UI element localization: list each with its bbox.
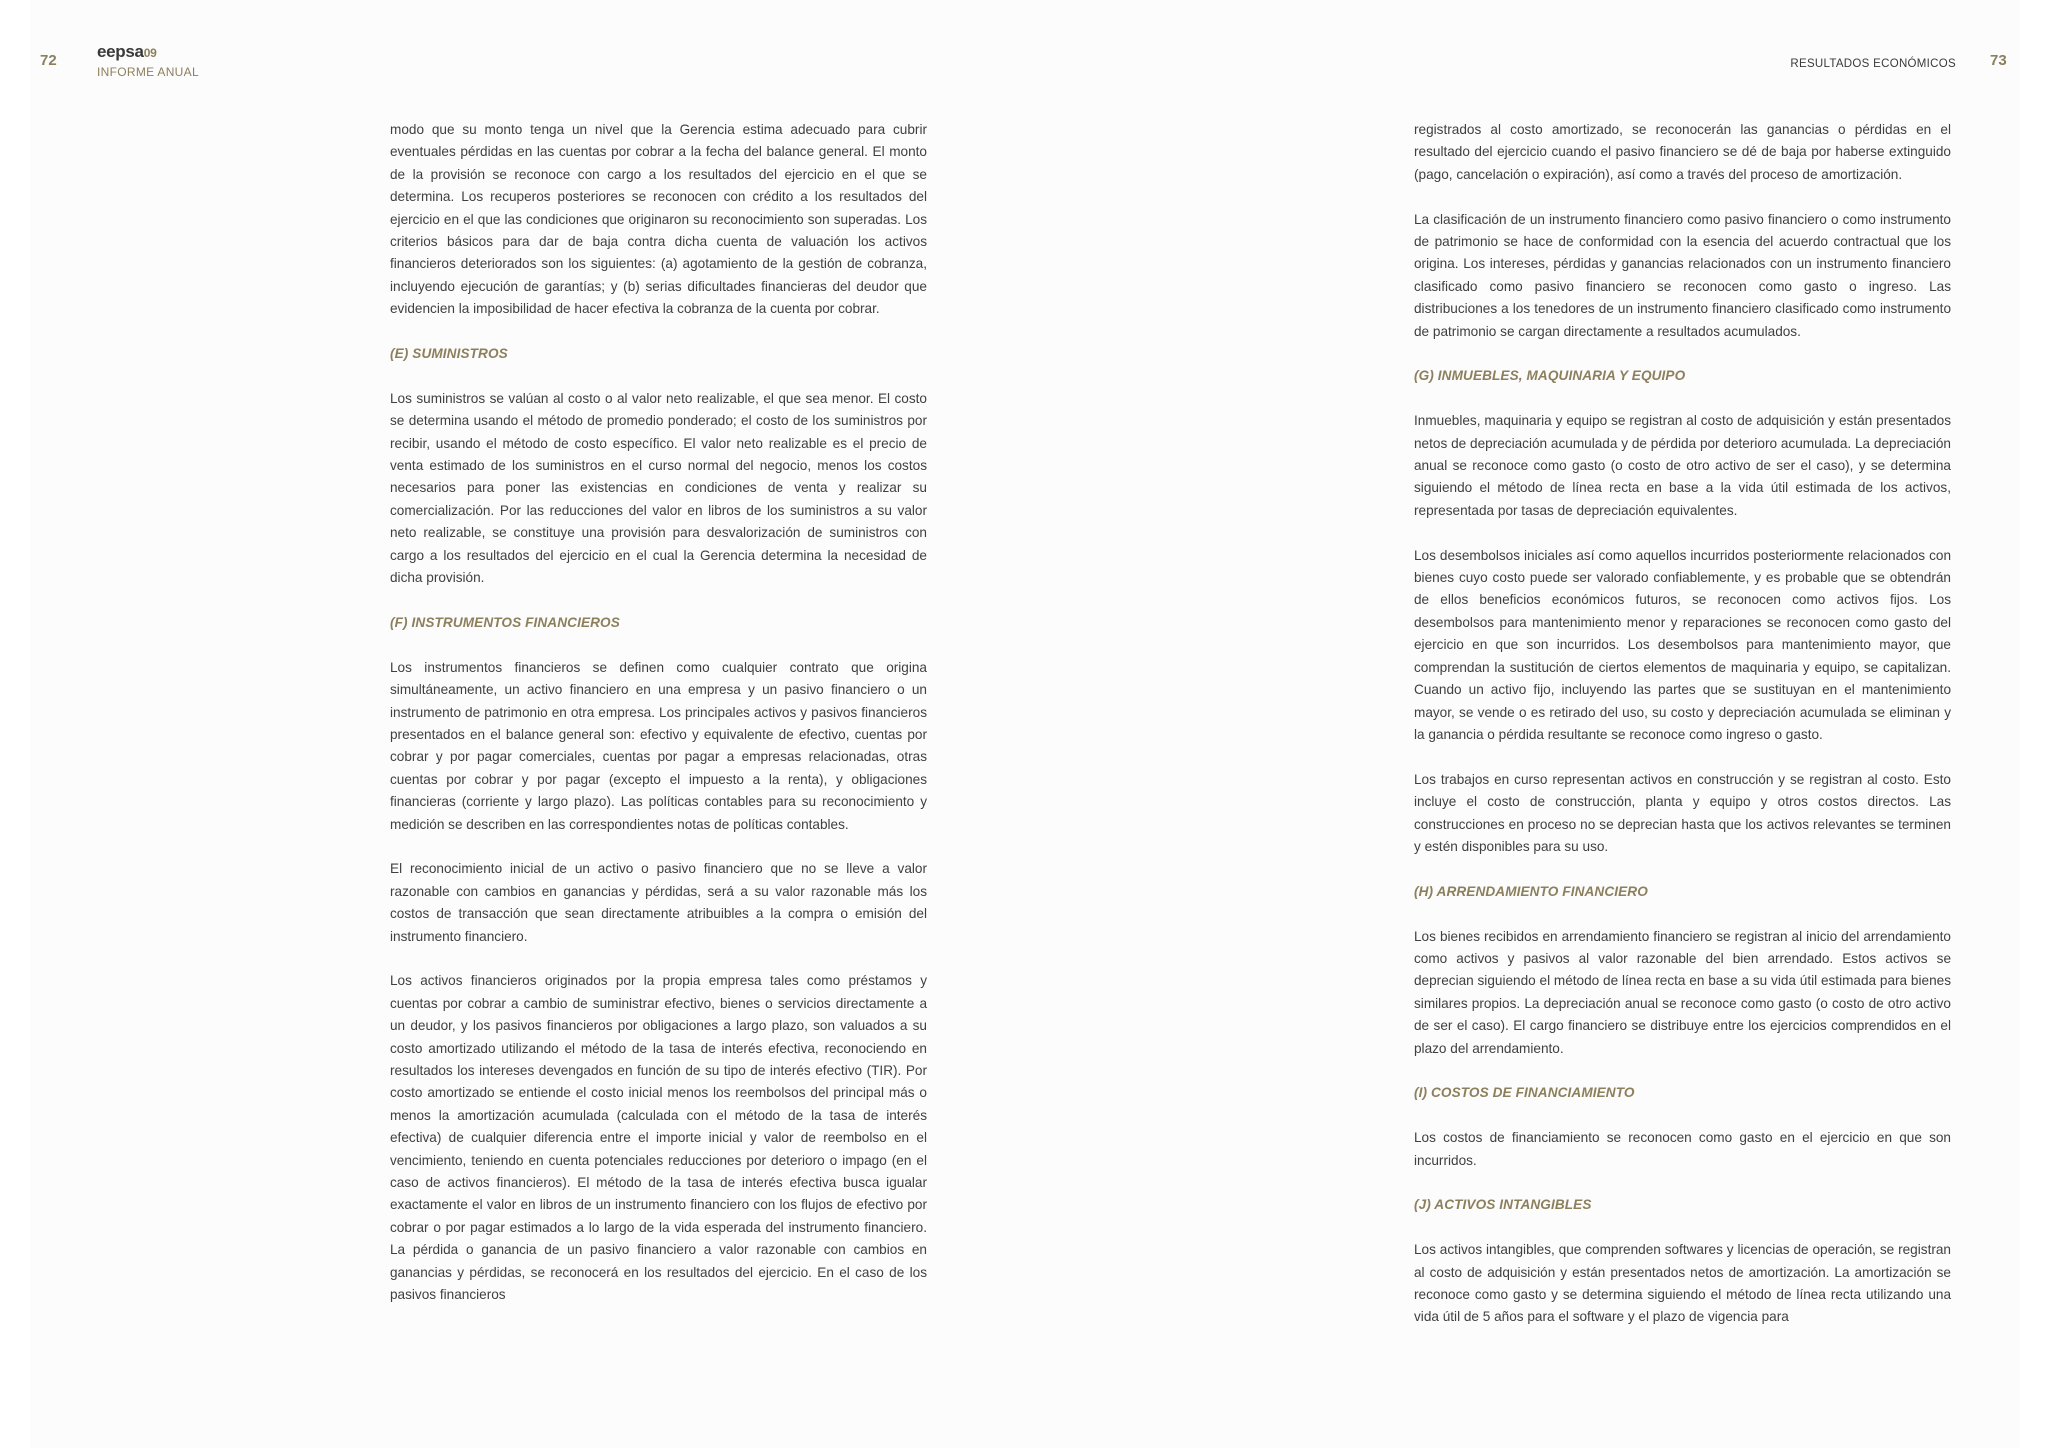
paragraph: Los bienes recibidos en arrendamiento financiero se registran al inicio del arrendamiento como activos y pasivos al valor razonable del bien arrendado. Estos activos se deprecian siguiendo el método de línea recta en base a su vida útil estimada para bienes similares propios. La depreciación anual se reconoce como gasto (o costo de otro activo de ser el caso). El cargo financiero se distribuye entre los ejercicios comprendidos en el plazo del arrendamiento. bbox=[1414, 928, 1951, 1056]
paragraph: registrados al costo amortizado, se reconocerán las ganancias o pérdidas en el resultado del ejercicio cuando el pasivo financiero se dé de baja por haberse extinguido (pago, cancelación o expiración), así como a través del proceso de amortización. bbox=[1414, 122, 1951, 182]
left-text-column bbox=[390, 119, 927, 1329]
section-heading-suministros: (E) SUMINISTROS bbox=[390, 346, 508, 362]
paragraph: Los suministros se valúan al costo o al valor neto realizable, el que sea menor. El costo se determina usando el método de promedio ponderado; el costo de los suministros por recibir, usando el método de costo específico. El valor neto realizable es el precio de venta estimado de los suministros en el curso normal del negocio, menos los costos necesarios para poner las existencias en condiciones de venta y realizar su comercialización. Por las reducciones del valor en libros de los suministros a su valor neto realizable, se constituye una provisión para desvalorización de suministros con cargo a los resultados del ejercicio en el cual la Gerencia determina la necesidad de dicha provisión. bbox=[390, 390, 927, 586]
brand-subtitle: INFORME ANUAL bbox=[97, 65, 199, 79]
paragraph: Los instrumentos financieros se definen como cualquier contrato que origina simultáneamente, un activo financiero en una empresa y un pasivo financiero o un instrumento de patrimonio en otra empresa. Los principales activos y pasivos financieros presentados en el balance general son: efectivo y equivalente de efectivo, cuentas por cobrar y por pagar comerciales, cuentas por pagar a empresas relacionadas, otras cuentas por cobrar y por pagar (excepto el impuesto a la renta), y obligaciones financieras (corriente y largo plazo). Las políticas contables para su reconocimiento y medición se describen en las correspondientes notas de políticas contables. bbox=[390, 659, 927, 832]
section-heading-instrumentos-financieros: (F) INSTRUMENTOS FINANCIEROS bbox=[390, 614, 620, 630]
paragraph: La clasificación de un instrumento financiero como pasivo financiero o como instrumento de patrimonio se hace de conformidad con la esencia del acuerdo contractual que los origina. Los intereses, pérdidas y ganancias relacionados con un instrumento financiero clasificado como pasivo financiero se reconocen como gasto o ingreso. Las distribuciones a los tenedores de un instrumento financiero clasificado como instrumento de patrimonio se cargan directamente a resultados acumulados. bbox=[1414, 211, 1951, 339]
paragraph: Los activos financieros originados por la propia empresa tales como préstamos y cuentas por cobrar a cambio de suministrar efectivo, bienes o servicios directamente a un deudor, y los pasivos financieros por obligaciones a largo plazo, son valuados a su costo amortizado utilizando el método de la tasa de interés efectiva, reconociendo en resultados los intereses devengados en función de su tipo de interés efectivo (TIR). Por costo amortizado se entiende el costo inicial menos los reembolsos del principal más o menos la amortización acumulada (calculada con el método de la tasa de interés efectiva) de cualquier diferencia entre el importe inicial y valor de reembolso en el vencimiento, teniendo en cuenta potenciales reducciones por deterioro o impago (en el caso de activos financieros). El método de la tasa de interés efectiva busca igualar exactamente el valor en libros de un instrumento financiero con los flujos de efectivo por cobrar o por pagar estimados a lo largo de la vida esperada del instrumento financiero. La pérdida o ganancia de un pasivo financiero a valor razonable con cambios en ganancias y pérdidas, se reconocerá en los resultados del ejercicio. En el caso de los pasivos financieros bbox=[390, 973, 927, 1303]
paragraph: modo que su monto tenga un nivel que la Gerencia estima adecuado para cubrir eventuales pérdidas en las cuentas por cobrar a la fecha del balance general. El monto de la provisión se reconoce con cargo a los resultados del ejercicio en el que se determina. Los recuperos posteriores se reconocen con crédito a los resultados del ejercicio en el que las condiciones que originaron su reconocimiento son superadas. Los criterios básicos para dar de baja contra dicha cuenta de valuación los activos financieros deteriorados son los siguientes: (a) agotamiento de la gestión de cobranza, incluyendo ejecución de garantías; y (b) serias dificultades financieras del deudor que evidencien la imposibilidad de hacer efectiva la cobranza de la cuenta por cobrar. bbox=[390, 122, 927, 317]
paragraph: Los desembolsos iniciales así como aquellos incurridos posteriormente relacionados con bienes cuyo costo puede ser valorado confiablemente, y es probable que se obtendrán de ellos beneficios económicos futuros, se reconocen como activos fijos. Los desembolsos para mantenimiento menor y reparaciones se reconocen como gasto del ejercicio en que son incurridos. Los desembolsos para mantenimiento mayor, que comprendan la sustitución de ciertos elementos de maquinaria y equipo, se capitalizan. Cuando un activo fijo, incluyendo las partes que se sustituyan en el mantenimiento mayor, se vende o es retirado del uso, su costo y depreciación acumulada se eliminan y la ganancia o pérdida resultante se reconoce como ingreso o gasto. bbox=[1414, 547, 1951, 742]
paragraph: Los costos de financiamiento se reconocen como gasto en el ejercicio en que son incurridos. bbox=[1414, 1130, 1951, 1168]
section-heading-costos-financiamiento: (I) COSTOS DE FINANCIAMIENTO bbox=[1414, 1085, 1635, 1101]
paragraph: Inmuebles, maquinaria y equipo se registran al costo de adquisición y están presentados netos de depreciación acumulada y de pérdida por deterioro acumulada. La depreciación anual se reconoce como gasto (o costo de otro activo de ser el caso), y se determina siguiendo el método de línea recta en base a la vida útil estimada de los activos, representada por tasas de depreciación equivalentes. bbox=[1414, 413, 1951, 518]
brand-year: 09 bbox=[143, 46, 157, 60]
paragraph: El reconocimiento inicial de un activo o pasivo financiero que no se lleve a valor razonable con cambios en ganancias y pérdidas, será a su valor razonable más los costos de transacción que sean directamente atribuibles a la compra o emisión del instrumento financiero. bbox=[390, 861, 927, 944]
brand-logo bbox=[97, 43, 199, 62]
right-text-column bbox=[1414, 119, 1951, 1351]
brand-block bbox=[97, 43, 199, 79]
section-heading-activos-intangibles: (J) ACTIVOS INTANGIBLES bbox=[1414, 1197, 1592, 1213]
right-page-number: 73 bbox=[1990, 52, 2007, 69]
section-title: RESULTADOS ECONÓMICOS bbox=[1790, 58, 1956, 70]
paragraph: Los activos intangibles, que comprenden softwares y licencias de operación, se registran al costo de adquisición y están presentados netos de amortización. La amortización se reconoce como gasto y se determina siguiendo el método de línea recta utilizando una vida útil de 5 años para el software y el plazo de vigencia para bbox=[1414, 1242, 1951, 1325]
section-heading-arrendamiento: (H) ARRENDAMIENTO FINANCIERO bbox=[1414, 883, 1648, 899]
left-page-number: 72 bbox=[40, 52, 57, 69]
section-heading-inmuebles: (G) INMUEBLES, MAQUINARIA Y EQUIPO bbox=[1414, 368, 1686, 384]
paragraph: Los trabajos en curso representan activos en construcción y se registran al costo. Esto incluye el costo de construcción, planta y equipo y otros costos directos. Las construcciones en proceso no se deprecian hasta que los activos relevantes se terminen y estén disponibles para su uso. bbox=[1414, 771, 1951, 854]
brand-name: eepsa bbox=[97, 42, 144, 61]
